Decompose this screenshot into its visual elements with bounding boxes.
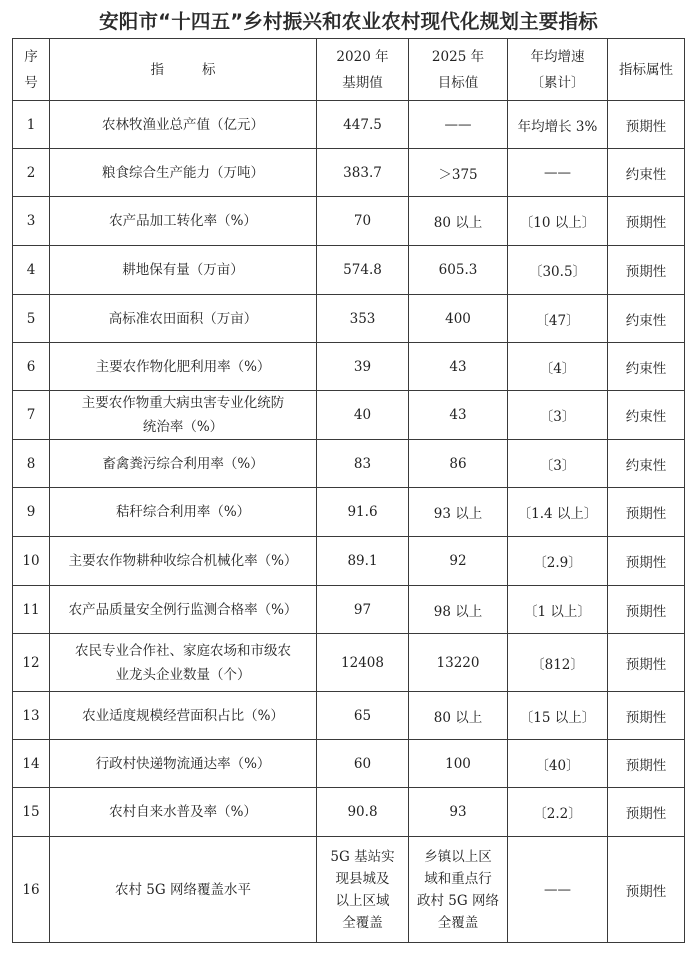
- indicator-name: [50, 440, 317, 488]
- base-value-line: 全覆盖: [342, 914, 383, 931]
- indicator-name-line: 畜禽粪污综合利用率（%）: [102, 455, 264, 472]
- target-value: [409, 149, 508, 197]
- growth-rate: 〔3〕: [508, 440, 608, 488]
- target-value: [409, 246, 508, 295]
- base-value-line: 70: [353, 213, 372, 229]
- indicator-name-line: 农业适度规模经营面积占比（%）: [82, 707, 284, 724]
- growth-rate: 〔30.5〕: [508, 246, 608, 295]
- indicator-name: [50, 586, 317, 634]
- target-value: [409, 837, 508, 943]
- base-value-line: 65: [353, 707, 372, 724]
- base-value-line: 574.8: [343, 262, 382, 278]
- indicator-attribute: 预期性: [608, 537, 685, 586]
- indicator-name-line: 统治率（%）: [142, 419, 224, 435]
- target-value-line: 93: [449, 804, 467, 820]
- table-row: [13, 586, 685, 634]
- row-number: 13: [13, 692, 50, 740]
- target-value: [409, 197, 508, 246]
- indicator-name-line: 耕地保有量（万亩）: [122, 262, 244, 278]
- table-row: [13, 149, 685, 197]
- table-row: [13, 634, 685, 692]
- base-value-line: 91.6: [347, 504, 378, 520]
- indicator-attribute: 预期性: [608, 101, 685, 149]
- growth-rate: 〔4〕: [508, 343, 608, 391]
- indicator-attribute: 约束性: [608, 440, 685, 488]
- base-value-line: 89.1: [347, 553, 378, 569]
- row-number: 10: [13, 537, 50, 586]
- base-value-line: 现县城及: [335, 870, 390, 887]
- base-value: [317, 440, 409, 488]
- header-no: 序 号: [13, 39, 50, 101]
- indicator-attribute: 约束性: [608, 343, 685, 391]
- indicator-name: [50, 246, 317, 295]
- base-value-line: 90.8: [347, 804, 378, 820]
- target-value-line: 13220: [436, 654, 480, 671]
- table-row: [13, 295, 685, 343]
- row-number: 16: [13, 837, 50, 943]
- row-number: 14: [13, 740, 50, 788]
- indicator-name: [50, 488, 317, 537]
- row-number: 9: [13, 488, 50, 537]
- table-body: [13, 101, 685, 943]
- base-value-line: 以上区域: [335, 892, 390, 909]
- table-row: [13, 440, 685, 488]
- base-value: [317, 488, 409, 537]
- indicator-name-line: 主要农作物重大病虫害专业化统防: [81, 395, 285, 411]
- target-value: [409, 488, 508, 537]
- row-number: 1: [13, 101, 50, 149]
- target-value: [409, 537, 508, 586]
- target-value: [409, 634, 508, 692]
- indicator-attribute: 预期性: [608, 586, 685, 634]
- table-row: [13, 391, 685, 440]
- indicator-name: [50, 692, 317, 740]
- base-value: [317, 740, 409, 788]
- target-value-line: 政村 5G 网络: [417, 892, 499, 909]
- target-value: [409, 101, 508, 149]
- indicator-name-line: 农民专业合作社、家庭农场和市级农: [75, 642, 291, 659]
- target-value-line: 乡镇以上区: [424, 848, 492, 865]
- indicator-name: [50, 149, 317, 197]
- indicator-name-line: 主要农作物化肥利用率（%）: [95, 358, 271, 375]
- header-attr: 指标属性: [608, 39, 685, 101]
- base-value-line: 60: [353, 755, 372, 772]
- base-value: [317, 101, 409, 149]
- growth-rate: 〔10 以上〕: [508, 197, 608, 246]
- indicator-name: [50, 295, 317, 343]
- row-number: 6: [13, 343, 50, 391]
- base-value-line: 12408: [341, 654, 384, 671]
- indicator-name-line: 农产品质量安全例行监测合格率（%）: [68, 601, 298, 618]
- target-value: [409, 295, 508, 343]
- table-row: [13, 837, 685, 943]
- indicator-attribute: 预期性: [608, 634, 685, 692]
- indicator-name: [50, 788, 317, 837]
- target-value-line: 605.3: [438, 262, 478, 278]
- header-growth: 年均增速 〔累计〕: [508, 39, 608, 101]
- base-value: [317, 788, 409, 837]
- target-value-line: ＞375: [438, 166, 478, 183]
- target-value-line: 43: [449, 407, 467, 423]
- base-value: [317, 295, 409, 343]
- row-number: 7: [13, 391, 50, 440]
- target-value-line: 400: [445, 310, 471, 327]
- table-row: [13, 788, 685, 837]
- target-value-line: 93 以上: [433, 506, 483, 522]
- growth-rate: 〔812〕: [508, 634, 608, 692]
- table-row: [13, 343, 685, 391]
- indicator-name: [50, 837, 317, 943]
- base-value-line: 39: [353, 358, 372, 375]
- page-title: 安阳市“十四五”乡村振兴和农业农村现代化规划主要指标: [99, 10, 598, 33]
- indicator-name: [50, 740, 317, 788]
- growth-rate: 〔2.9〕: [508, 537, 608, 586]
- indicator-attribute: 预期性: [608, 788, 685, 837]
- base-value: [317, 343, 409, 391]
- table-row: [13, 246, 685, 295]
- target-value: [409, 391, 508, 440]
- growth-rate: 〔3〕: [508, 391, 608, 440]
- indicator-name: [50, 634, 317, 692]
- indicator-attribute: 预期性: [608, 246, 685, 295]
- indicator-name: [50, 343, 317, 391]
- base-value: [317, 391, 409, 440]
- indicator-name-line: 农林牧渔业总产值（亿元）: [102, 116, 264, 133]
- target-value: [409, 788, 508, 837]
- indicator-name: [50, 101, 317, 149]
- row-number: 8: [13, 440, 50, 488]
- target-value: [409, 586, 508, 634]
- row-number: 12: [13, 634, 50, 692]
- indicator-attribute: 约束性: [608, 391, 685, 440]
- target-value-line: 80 以上: [433, 709, 483, 726]
- growth-rate: 〔15 以上〕: [508, 692, 608, 740]
- base-value-line: 353: [349, 310, 376, 327]
- indicator-attribute: 约束性: [608, 295, 685, 343]
- target-value-line: 域和重点行: [424, 870, 492, 887]
- growth-rate: 〔2.2〕: [508, 788, 608, 837]
- growth-rate: 〔47〕: [508, 295, 608, 343]
- indicator-name-line: 粮食综合生产能力（万吨）: [102, 164, 264, 181]
- row-number: 11: [13, 586, 50, 634]
- target-value: [409, 440, 508, 488]
- row-number: 15: [13, 788, 50, 837]
- indicator-name-line: 业龙头企业数量（个）: [115, 666, 251, 683]
- row-number: 2: [13, 149, 50, 197]
- indicator-name-line: 主要农作物耕种收综合机械化率（%）: [68, 553, 298, 569]
- indicator-attribute: 预期性: [608, 488, 685, 537]
- target-value-line: 43: [449, 358, 467, 375]
- target-value: [409, 692, 508, 740]
- growth-rate: 〔1 以上〕: [508, 586, 608, 634]
- target-value-line: 全覆盖: [437, 914, 479, 931]
- base-value-line: 40: [353, 407, 372, 423]
- row-number: 4: [13, 246, 50, 295]
- target-value-line: 80 以上: [433, 215, 483, 231]
- base-value: [317, 197, 409, 246]
- base-value: [317, 634, 409, 692]
- table-row: [13, 692, 685, 740]
- table-row: [13, 740, 685, 788]
- target-value-line: ——: [444, 116, 472, 133]
- base-value: [317, 537, 409, 586]
- indicator-attribute: 约束性: [608, 149, 685, 197]
- target-value-line: 100: [445, 755, 471, 772]
- indicator-name: [50, 391, 317, 440]
- base-value: [317, 837, 409, 943]
- table-row: [13, 197, 685, 246]
- growth-rate: 〔1.4 以上〕: [508, 488, 608, 537]
- table-row: [13, 537, 685, 586]
- target-value-line: 98 以上: [433, 603, 483, 620]
- indicators-table: [12, 38, 685, 943]
- growth-rate: 〔40〕: [508, 740, 608, 788]
- indicator-name-line: 农村自来水普及率（%）: [109, 804, 257, 820]
- table-row: [13, 101, 685, 149]
- target-value-line: 86: [449, 455, 467, 472]
- base-value-line: 83: [353, 455, 372, 472]
- header-row: [13, 39, 685, 101]
- base-value: [317, 692, 409, 740]
- target-value: [409, 343, 508, 391]
- base-value-line: 97: [353, 601, 372, 618]
- base-value-line: 383.7: [343, 164, 382, 181]
- indicator-attribute: 预期性: [608, 197, 685, 246]
- growth-rate: 年均增长 3%: [508, 101, 608, 149]
- header-base: 2020 年 基期值: [317, 39, 409, 101]
- target-value-line: 92: [449, 553, 467, 569]
- row-number: 3: [13, 197, 50, 246]
- indicator-name-line: 农产品加工转化率（%）: [109, 213, 257, 229]
- base-value-line: 447.5: [343, 116, 382, 133]
- indicator-attribute: 预期性: [608, 740, 685, 788]
- header-target: 2025 年 目标值: [409, 39, 508, 101]
- growth-rate: ——: [508, 837, 608, 943]
- indicator-name-line: 秸秆综合利用率（%）: [115, 504, 251, 520]
- indicator-name: [50, 197, 317, 246]
- base-value-line: 5G 基站实: [330, 848, 395, 865]
- row-number: 5: [13, 295, 50, 343]
- indicator-name-line: 高标准农田面积（万亩）: [108, 310, 258, 327]
- growth-rate: ——: [508, 149, 608, 197]
- indicator-name: [50, 537, 317, 586]
- indicator-name-line: 农村 5G 网络覆盖水平: [115, 881, 251, 898]
- target-value: [409, 740, 508, 788]
- base-value: [317, 586, 409, 634]
- indicator-attribute: 预期性: [608, 837, 685, 943]
- indicator-name-line: 行政村快递物流通达率（%）: [95, 755, 271, 772]
- table-row: [13, 488, 685, 537]
- base-value: [317, 149, 409, 197]
- indicator-attribute: 预期性: [608, 692, 685, 740]
- base-value: [317, 246, 409, 295]
- header-indicator: 指标: [50, 39, 317, 101]
